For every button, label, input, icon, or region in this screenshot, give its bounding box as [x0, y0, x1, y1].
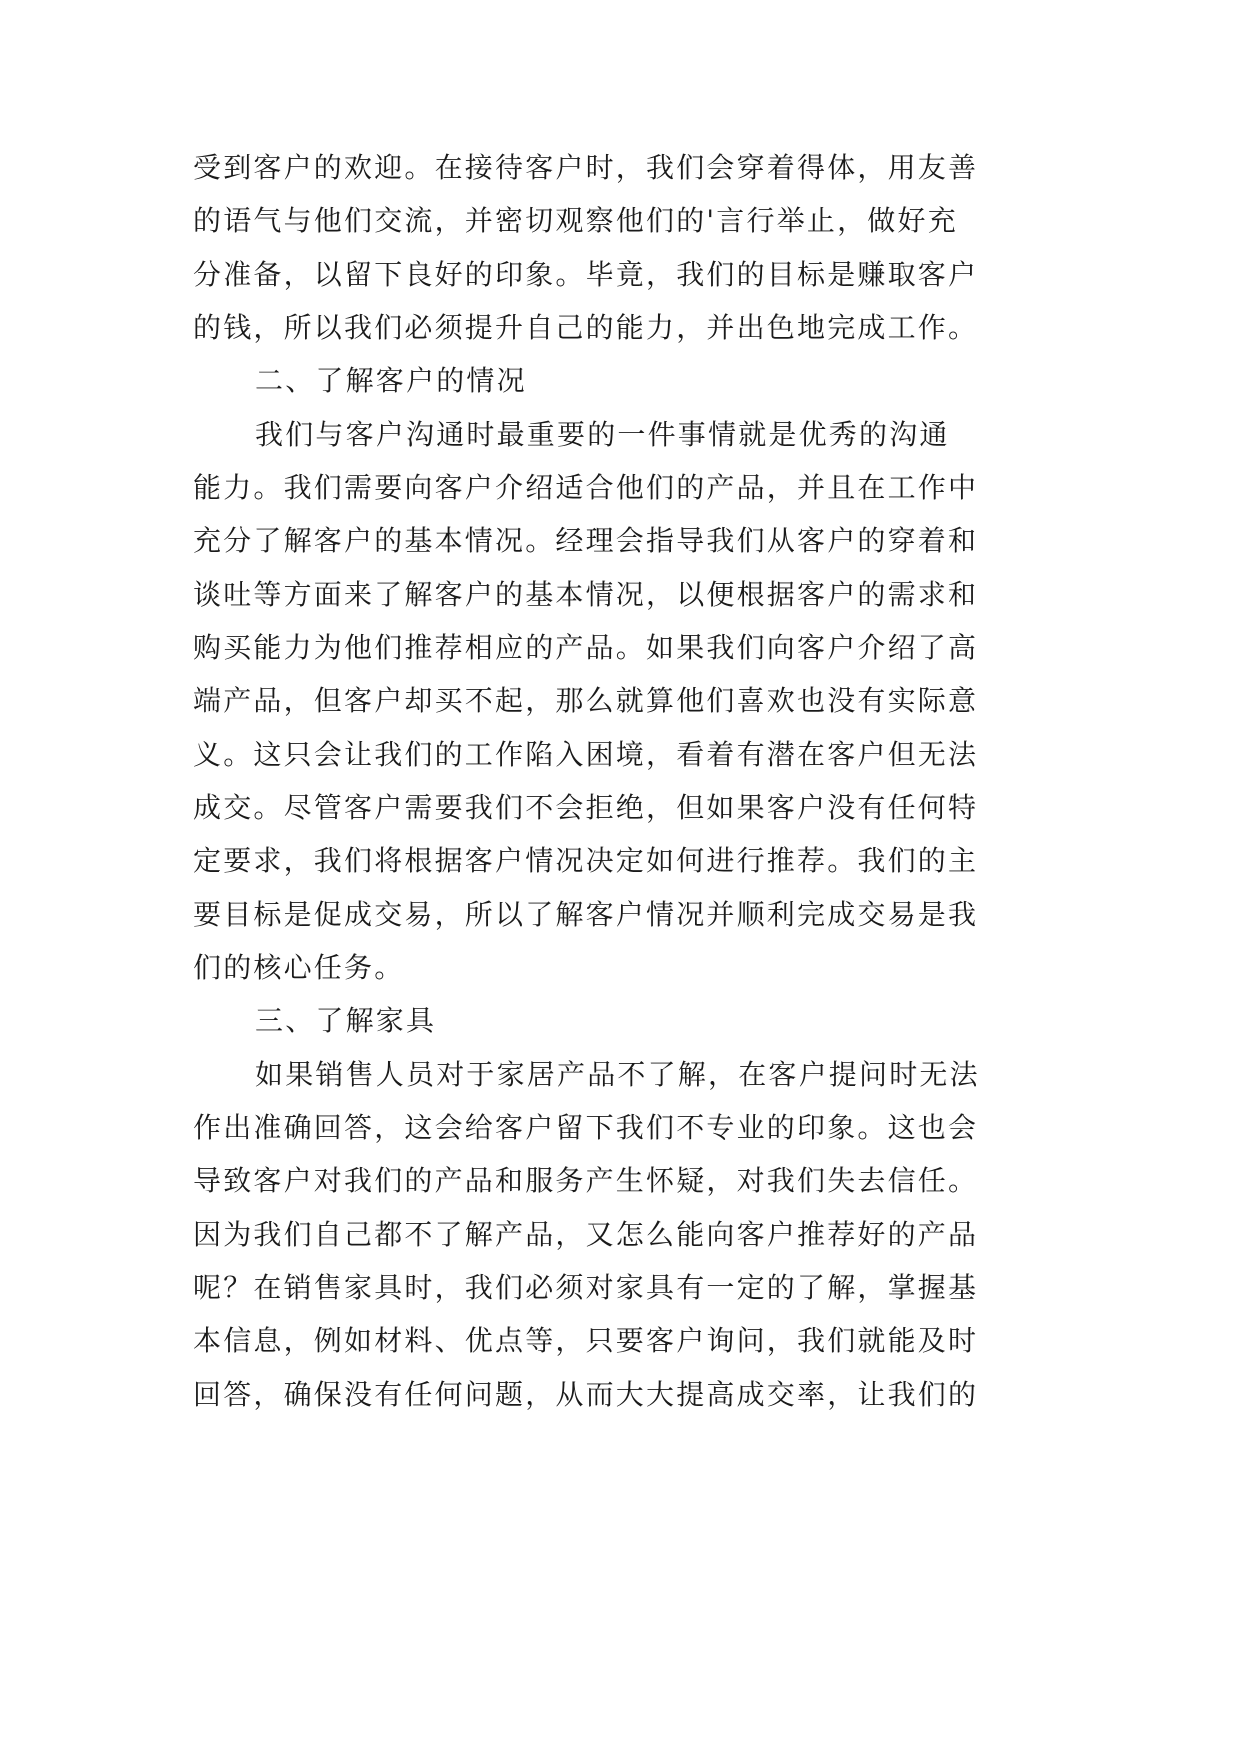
paragraph-line: 定要求，我们将根据客户情况决定如何进行推荐。我们的主 — [193, 844, 979, 877]
section-heading: 二、了解客户的情况 — [255, 364, 527, 397]
paragraph-line: 们的核心任务。 — [193, 951, 405, 984]
paragraph-line: 端产品，但客户却买不起，那么就算他们喜欢也没有实际意 — [193, 684, 979, 717]
paragraph-line: 购买能力为他们推荐相应的产品。如果我们向客户介绍了高 — [193, 631, 979, 664]
paragraph-line: 导致客户对我们的产品和服务产生怀疑，对我们失去信任。 — [193, 1164, 979, 1197]
section-heading: 三、了解家具 — [255, 1004, 437, 1037]
paragraph-line: 作出准确回答，这会给客户留下我们不专业的印象。这也会 — [193, 1111, 979, 1144]
paragraph-line: 义。这只会让我们的工作陷入困境，看着有潜在客户但无法 — [193, 738, 979, 771]
paragraph-line: 本信息，例如材料、优点等，只要客户询问，我们就能及时 — [193, 1324, 979, 1357]
paragraph-line: 我们与客户沟通时最重要的一件事情就是优秀的沟通 — [255, 418, 950, 451]
paragraph-line: 谈吐等方面来了解客户的基本情况，以便根据客户的需求和 — [193, 578, 979, 611]
paragraph-line: 分准备，以留下良好的印象。毕竟，我们的目标是赚取客户 — [193, 258, 979, 291]
paragraph-line: 呢？在销售家具时，我们必须对家具有一定的了解，掌握基 — [193, 1271, 979, 1304]
paragraph-line: 回答，确保没有任何问题，从而大大提高成交率，让我们的 — [193, 1378, 979, 1411]
paragraph-line: 受到客户的欢迎。在接待客户时，我们会穿着得体，用友善 — [193, 151, 979, 184]
paragraph-line: 能力。我们需要向客户介绍适合他们的产品，并且在工作中 — [193, 471, 979, 504]
paragraph-line: 成交。尽管客户需要我们不会拒绝，但如果客户没有任何特 — [193, 791, 979, 824]
paragraph-line: 要目标是促成交易，所以了解客户情况并顺利完成交易是我 — [193, 898, 979, 931]
paragraph-line: 如果销售人员对于家居产品不了解，在客户提问时无法 — [255, 1058, 980, 1091]
paragraph-line: 的钱，所以我们必须提升自己的能力，并出色地完成工作。 — [193, 311, 979, 344]
paragraph-line: 的语气与他们交流，并密切观察他们的'言行举止，做好充 — [193, 204, 958, 237]
paragraph-line: 充分了解客户的基本情况。经理会指导我们从客户的穿着和 — [193, 524, 979, 557]
paragraph-line: 因为我们自己都不了解产品，又怎么能向客户推荐好的产品 — [193, 1218, 979, 1251]
